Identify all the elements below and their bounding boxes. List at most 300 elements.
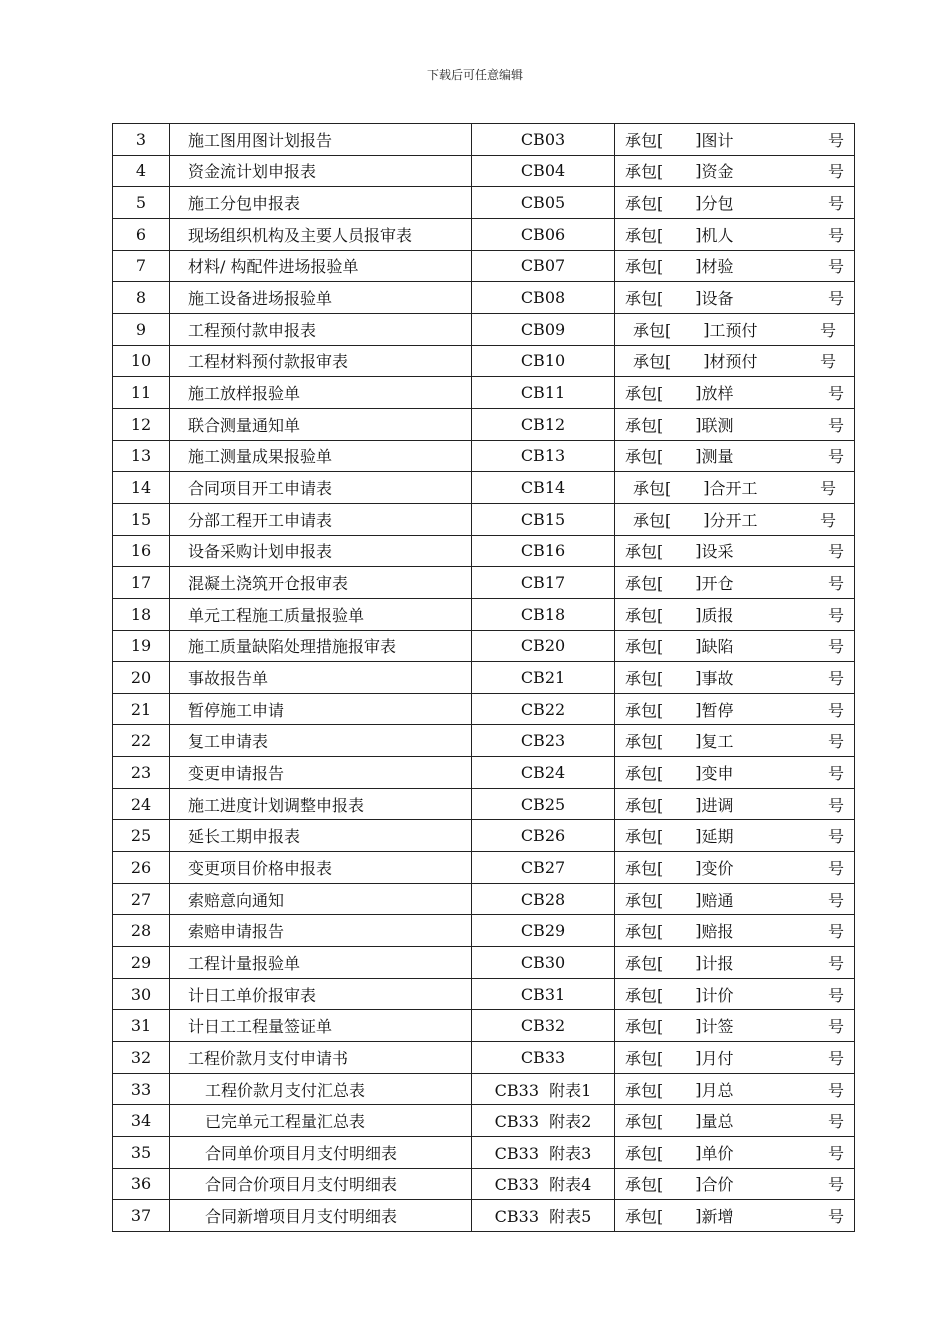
table-row — [113, 1137, 855, 1169]
form-abbreviation: 材验 — [701, 257, 734, 277]
bracket-close: ] — [695, 383, 702, 403]
document-number-format — [625, 1078, 844, 1101]
document-number-cell — [615, 725, 855, 757]
row-number: 26 — [113, 852, 170, 884]
form-name: 施工进度计划调整申报表 — [170, 788, 472, 820]
form-abbreviation: 工预付 — [709, 320, 758, 340]
document-number-format — [625, 824, 844, 847]
form-abbreviation: 联测 — [701, 415, 734, 435]
form-name: 计日工单价报审表 — [170, 978, 472, 1010]
number-suffix: 号 — [827, 194, 844, 214]
bracket-close: ] — [695, 193, 702, 213]
form-abbreviation: 延期 — [701, 827, 734, 847]
document-number-cell — [615, 883, 855, 915]
document-number-cell — [615, 1137, 855, 1169]
bracket-close: ] — [695, 541, 702, 561]
number-suffix: 号 — [827, 890, 844, 910]
bracket-close: ] — [695, 446, 702, 466]
bracket-close: ] — [695, 826, 702, 846]
form-name: 施工放样报验单 — [170, 377, 472, 409]
bracket-close: ] — [695, 731, 702, 751]
form-code: CB33 附表2 — [472, 1105, 615, 1137]
table-row — [113, 1010, 855, 1042]
form-abbreviation: 缺陷 — [701, 637, 734, 657]
form-abbreviation: 变申 — [701, 763, 734, 783]
form-code: CB33 附表3 — [472, 1137, 615, 1169]
form-abbreviation: 量总 — [701, 1112, 734, 1132]
bracket-close: ] — [695, 288, 702, 308]
document-number-cell — [615, 693, 855, 725]
table-row — [113, 883, 855, 915]
document-number-format — [625, 381, 844, 404]
number-suffix: 号 — [819, 510, 836, 530]
form-code: CB09 — [472, 313, 615, 345]
form-name: 单元工程施工质量报验单 — [170, 598, 472, 630]
number-suffix: 号 — [827, 447, 844, 467]
table-row — [113, 503, 855, 535]
number-suffix: 号 — [819, 320, 836, 340]
table-row — [113, 947, 855, 979]
number-suffix: 号 — [827, 1112, 844, 1132]
contractor-prefix: 承包[ — [625, 225, 664, 245]
number-suffix: 号 — [827, 700, 844, 720]
form-abbreviation: 设采 — [701, 542, 734, 562]
number-suffix: 号 — [827, 922, 844, 942]
document-number-format — [625, 191, 844, 214]
page-header: 下载后可任意编辑 — [426, 68, 523, 82]
form-name: 施工质量缺陷处理措施报审表 — [170, 630, 472, 662]
form-code: CB14 — [472, 472, 615, 504]
contractor-prefix: 承包[ — [625, 700, 664, 720]
form-abbreviation: 单价 — [701, 1143, 734, 1163]
form-abbreviation: 开仓 — [701, 574, 734, 594]
number-suffix: 号 — [827, 985, 844, 1005]
row-number: 34 — [113, 1105, 170, 1137]
table-row — [113, 408, 855, 440]
contractor-prefix: 承包[ — [625, 985, 664, 1005]
form-abbreviation: 合价 — [701, 1175, 734, 1195]
table-row — [113, 377, 855, 409]
form-abbreviation: 质报 — [701, 605, 734, 625]
form-abbreviation: 变价 — [701, 858, 734, 878]
contractor-prefix: 承包[ — [625, 795, 664, 815]
form-code: CB16 — [472, 535, 615, 567]
form-name: 材料/ 构配件进场报验单 — [170, 250, 472, 282]
document-number-cell — [615, 250, 855, 282]
document-number-cell — [615, 978, 855, 1010]
bracket-close: ] — [695, 604, 702, 624]
row-number: 33 — [113, 1073, 170, 1105]
contractor-prefix: 承包[ — [625, 668, 664, 688]
form-code: CB27 — [472, 852, 615, 884]
document-number-cell — [615, 345, 855, 377]
document-number-cell — [615, 567, 855, 599]
contractor-prefix: 承包[ — [625, 763, 664, 783]
form-abbreviation: 分开工 — [709, 510, 758, 530]
row-number: 17 — [113, 567, 170, 599]
number-suffix: 号 — [827, 1175, 844, 1195]
bracket-close: ] — [703, 319, 710, 339]
bracket-close: ] — [695, 984, 702, 1004]
contractor-prefix: 承包[ — [625, 1048, 664, 1068]
bracket-close: ] — [703, 351, 710, 371]
document-number-cell — [615, 947, 855, 979]
form-code: CB26 — [472, 820, 615, 852]
row-number: 36 — [113, 1168, 170, 1200]
bracket-close: ] — [695, 889, 702, 909]
bracket-close: ] — [695, 129, 702, 149]
form-name: 事故报告单 — [170, 662, 472, 694]
number-suffix: 号 — [827, 858, 844, 878]
bracket-close: ] — [695, 857, 702, 877]
document-number-cell — [615, 503, 855, 535]
form-code: CB12 — [472, 408, 615, 440]
document-number-format — [625, 413, 844, 436]
row-number: 19 — [113, 630, 170, 662]
row-number: 29 — [113, 947, 170, 979]
document-number-cell — [615, 282, 855, 314]
form-name: 现场组织机构及主要人员报审表 — [170, 218, 472, 250]
contractor-prefix: 承包[ — [625, 1112, 664, 1132]
document-number-format — [625, 571, 844, 594]
form-name: 工程价款月支付申请书 — [170, 1042, 472, 1074]
table-row — [113, 1073, 855, 1105]
document-number-format — [625, 286, 844, 309]
row-number: 8 — [113, 282, 170, 314]
table-row — [113, 1042, 855, 1074]
form-name: 施工测量成果报验单 — [170, 440, 472, 472]
document-number-format — [625, 698, 844, 721]
table-row — [113, 567, 855, 599]
document-number-format — [625, 1204, 844, 1227]
bracket-close: ] — [695, 762, 702, 782]
document-number-format — [625, 983, 844, 1006]
row-number: 4 — [113, 155, 170, 187]
number-suffix: 号 — [827, 162, 844, 182]
form-code: CB31 — [472, 978, 615, 1010]
bracket-close: ] — [695, 667, 702, 687]
table-row — [113, 630, 855, 662]
document-number-format — [625, 951, 844, 974]
row-number: 32 — [113, 1042, 170, 1074]
contractor-prefix: 承包[ — [625, 447, 664, 467]
document-number-cell — [615, 187, 855, 219]
number-suffix: 号 — [827, 1017, 844, 1037]
bracket-close: ] — [695, 224, 702, 244]
form-name: 分部工程开工申请表 — [170, 503, 472, 535]
contractor-prefix: 承包[ — [625, 827, 664, 847]
number-suffix: 号 — [827, 257, 844, 277]
document-number-format — [633, 476, 836, 499]
contractor-prefix: 承包[ — [625, 415, 664, 435]
form-name: 合同新增项目月支付明细表 — [170, 1200, 472, 1232]
number-suffix: 号 — [827, 415, 844, 435]
document-number-cell — [615, 472, 855, 504]
number-suffix: 号 — [827, 542, 844, 562]
contractor-prefix: 承包[ — [625, 1207, 664, 1227]
document-number-cell — [615, 915, 855, 947]
form-name: 计日工工程量签证单 — [170, 1010, 472, 1042]
table-row — [113, 662, 855, 694]
number-suffix: 号 — [827, 827, 844, 847]
number-suffix: 号 — [827, 732, 844, 752]
document-number-cell — [615, 598, 855, 630]
row-number: 3 — [113, 124, 170, 156]
form-name: 合同项目开工申请表 — [170, 472, 472, 504]
bracket-close: ] — [695, 161, 702, 181]
document-number-format — [625, 919, 844, 942]
form-code: CB29 — [472, 915, 615, 947]
contractor-prefix: 承包[ — [625, 162, 664, 182]
document-number-cell — [615, 820, 855, 852]
bracket-close: ] — [695, 699, 702, 719]
form-abbreviation: 暂停 — [701, 700, 734, 720]
contractor-prefix: 承包[ — [625, 605, 664, 625]
contractor-prefix: 承包[ — [625, 1175, 664, 1195]
form-name: 工程价款月支付汇总表 — [170, 1073, 472, 1105]
form-abbreviation: 放样 — [701, 384, 734, 404]
form-name: 工程材料预付款报审表 — [170, 345, 472, 377]
document-number-format — [625, 729, 844, 752]
form-name: 资金流计划申报表 — [170, 155, 472, 187]
document-number-format — [633, 508, 836, 531]
number-suffix: 号 — [819, 352, 836, 372]
table-row — [113, 852, 855, 884]
form-abbreviation: 新增 — [701, 1207, 734, 1227]
form-code: CB24 — [472, 757, 615, 789]
contractor-prefix: 承包[ — [625, 194, 664, 214]
form-abbreviation: 赔通 — [701, 890, 734, 910]
form-name: 设备采购计划申报表 — [170, 535, 472, 567]
document-number-format — [625, 888, 844, 911]
contractor-prefix: 承包[ — [633, 320, 672, 340]
contractor-prefix: 承包[ — [625, 257, 664, 277]
form-name: 索赔意向通知 — [170, 883, 472, 915]
document-number-cell — [615, 1200, 855, 1232]
form-abbreviation: 进调 — [701, 795, 734, 815]
form-code: CB32 — [472, 1010, 615, 1042]
document-number-format — [625, 159, 844, 182]
bracket-close: ] — [695, 1174, 702, 1194]
document-number-format — [625, 603, 844, 626]
bracket-close: ] — [695, 1142, 702, 1162]
form-code: CB30 — [472, 947, 615, 979]
table-row — [113, 535, 855, 567]
form-abbreviation: 复工 — [701, 732, 734, 752]
form-name: 合同合价项目月支付明细表 — [170, 1168, 472, 1200]
table-row — [113, 250, 855, 282]
form-name: 工程预付款申报表 — [170, 313, 472, 345]
document-number-format — [625, 666, 844, 689]
bracket-close: ] — [695, 921, 702, 941]
table-row — [113, 725, 855, 757]
form-code: CB23 — [472, 725, 615, 757]
document-number-cell — [615, 377, 855, 409]
contractor-prefix: 承包[ — [625, 574, 664, 594]
row-number: 21 — [113, 693, 170, 725]
row-number: 22 — [113, 725, 170, 757]
contractor-prefix: 承包[ — [625, 953, 664, 973]
table-row — [113, 1200, 855, 1232]
table-row — [113, 915, 855, 947]
contractor-prefix: 承包[ — [625, 289, 664, 309]
number-suffix: 号 — [827, 605, 844, 625]
form-code: CB07 — [472, 250, 615, 282]
form-name: 混凝土浇筑开仓报审表 — [170, 567, 472, 599]
row-number: 24 — [113, 788, 170, 820]
contractor-prefix: 承包[ — [625, 384, 664, 404]
document-number-format — [625, 634, 844, 657]
form-name: 施工分包申报表 — [170, 187, 472, 219]
row-number: 6 — [113, 218, 170, 250]
row-number: 30 — [113, 978, 170, 1010]
form-abbreviation: 资金 — [701, 162, 734, 182]
document-number-format — [625, 539, 844, 562]
form-abbreviation: 事故 — [701, 668, 734, 688]
document-number-cell — [615, 757, 855, 789]
row-number: 5 — [113, 187, 170, 219]
number-suffix: 号 — [827, 1048, 844, 1068]
document-number-cell — [615, 218, 855, 250]
table-row — [113, 313, 855, 345]
document-number-format — [633, 318, 836, 341]
document-number-format — [625, 1014, 844, 1037]
form-abbreviation: 设备 — [701, 289, 734, 309]
form-code: CB13 — [472, 440, 615, 472]
form-name: 合同单价项目月支付明细表 — [170, 1137, 472, 1169]
document-number-format — [625, 856, 844, 879]
form-abbreviation: 赔报 — [701, 922, 734, 942]
row-number: 35 — [113, 1137, 170, 1169]
contractor-prefix: 承包[ — [625, 1143, 664, 1163]
document-number-cell — [615, 535, 855, 567]
number-suffix: 号 — [827, 763, 844, 783]
bracket-close: ] — [695, 573, 702, 593]
table-row — [113, 820, 855, 852]
row-number: 11 — [113, 377, 170, 409]
form-abbreviation: 机人 — [701, 225, 734, 245]
document-number-cell — [615, 408, 855, 440]
table-row — [113, 282, 855, 314]
table-row — [113, 218, 855, 250]
bracket-close: ] — [695, 1016, 702, 1036]
form-name: 工程计量报验单 — [170, 947, 472, 979]
form-code: CB22 — [472, 693, 615, 725]
row-number: 12 — [113, 408, 170, 440]
row-number: 31 — [113, 1010, 170, 1042]
bracket-close: ] — [695, 636, 702, 656]
number-suffix: 号 — [827, 1143, 844, 1163]
form-abbreviation: 计报 — [701, 953, 734, 973]
bracket-close: ] — [695, 1111, 702, 1131]
document-number-cell — [615, 662, 855, 694]
row-number: 10 — [113, 345, 170, 377]
form-code: CB33 — [472, 1042, 615, 1074]
number-suffix: 号 — [827, 384, 844, 404]
document-number-format — [625, 1046, 844, 1069]
table-row — [113, 693, 855, 725]
form-name: 暂停施工申请 — [170, 693, 472, 725]
row-number: 20 — [113, 662, 170, 694]
number-suffix: 号 — [827, 289, 844, 309]
form-index-table — [112, 123, 855, 1232]
form-code: CB06 — [472, 218, 615, 250]
form-abbreviation: 合开工 — [709, 479, 758, 499]
table-row — [113, 345, 855, 377]
row-number: 14 — [113, 472, 170, 504]
document-number-cell — [615, 440, 855, 472]
form-name: 已完单元工程量汇总表 — [170, 1105, 472, 1137]
bracket-close: ] — [695, 1206, 702, 1226]
form-name: 变更申请报告 — [170, 757, 472, 789]
form-name: 联合测量通知单 — [170, 408, 472, 440]
document-number-format — [625, 1109, 844, 1132]
document-number-cell — [615, 1073, 855, 1105]
document-number-format — [625, 254, 844, 277]
form-abbreviation: 计签 — [701, 1017, 734, 1037]
table-row — [113, 598, 855, 630]
document-number-cell — [615, 852, 855, 884]
table-row — [113, 124, 855, 156]
form-name: 复工申请表 — [170, 725, 472, 757]
form-code: CB33 附表5 — [472, 1200, 615, 1232]
table-row — [113, 155, 855, 187]
contractor-prefix: 承包[ — [633, 510, 672, 530]
table-row — [113, 788, 855, 820]
form-abbreviation: 图计 — [701, 130, 734, 150]
document-number-cell — [615, 788, 855, 820]
form-code: CB18 — [472, 598, 615, 630]
form-name: 变更项目价格申报表 — [170, 852, 472, 884]
contractor-prefix: 承包[ — [625, 1080, 664, 1100]
form-code: CB10 — [472, 345, 615, 377]
form-code: CB04 — [472, 155, 615, 187]
bracket-close: ] — [695, 1047, 702, 1067]
document-number-format — [625, 1141, 844, 1164]
row-number: 18 — [113, 598, 170, 630]
contractor-prefix: 承包[ — [633, 479, 672, 499]
number-suffix: 号 — [827, 637, 844, 657]
document-number-cell — [615, 1042, 855, 1074]
number-suffix: 号 — [827, 1207, 844, 1227]
form-code: CB33 附表4 — [472, 1168, 615, 1200]
form-code: CB20 — [472, 630, 615, 662]
form-code: CB33 附表1 — [472, 1073, 615, 1105]
form-code: CB11 — [472, 377, 615, 409]
row-number: 28 — [113, 915, 170, 947]
number-suffix: 号 — [827, 225, 844, 245]
form-code: CB17 — [472, 567, 615, 599]
document-number-format — [625, 793, 844, 816]
bracket-close: ] — [695, 414, 702, 434]
row-number: 27 — [113, 883, 170, 915]
form-code: CB03 — [472, 124, 615, 156]
bracket-close: ] — [703, 509, 710, 529]
form-code: CB08 — [472, 282, 615, 314]
row-number: 15 — [113, 503, 170, 535]
form-abbreviation: 测量 — [701, 447, 734, 467]
contractor-prefix: 承包[ — [625, 858, 664, 878]
table-row — [113, 1105, 855, 1137]
contractor-prefix: 承包[ — [625, 130, 664, 150]
table-row — [113, 978, 855, 1010]
document-number-format — [633, 349, 836, 372]
row-number: 9 — [113, 313, 170, 345]
bracket-close: ] — [695, 1079, 702, 1099]
contractor-prefix: 承包[ — [625, 637, 664, 657]
contractor-prefix: 承包[ — [625, 1017, 664, 1037]
form-abbreviation: 材预付 — [709, 352, 758, 372]
